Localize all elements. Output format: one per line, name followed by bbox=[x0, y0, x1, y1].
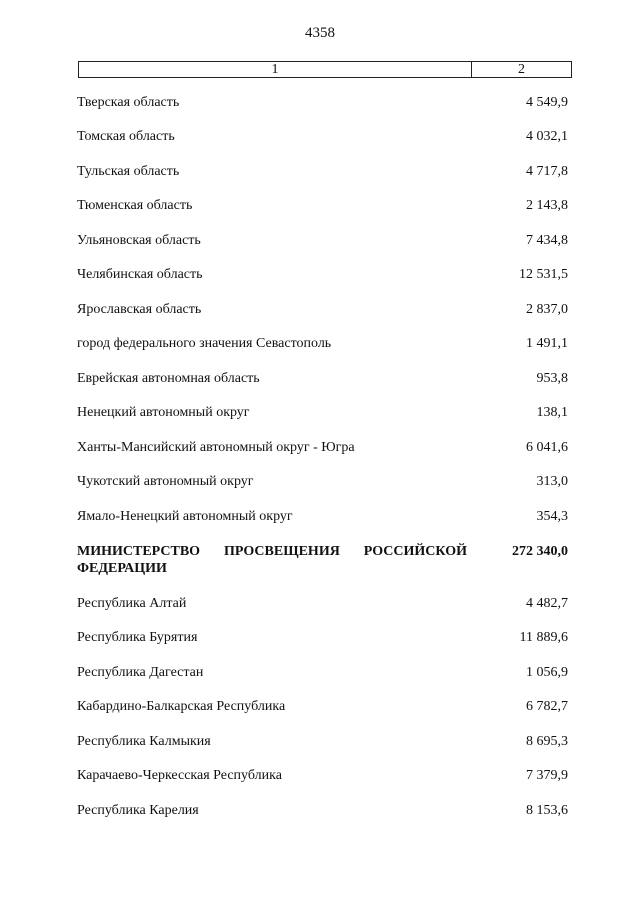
row-name: Республика Карелия bbox=[77, 803, 199, 818]
row-name: Карачаево-Черкесская Республика bbox=[77, 768, 282, 783]
row-value: 4 717,8 bbox=[526, 164, 568, 179]
row-value: 313,0 bbox=[536, 474, 568, 489]
row-name: Ненецкий автономный округ bbox=[77, 405, 250, 420]
row-value: 6 782,7 bbox=[526, 699, 568, 714]
row-name: Республика Калмыкия bbox=[77, 734, 211, 749]
column-header-2: 2 bbox=[518, 62, 525, 77]
row-value: 8 153,6 bbox=[526, 803, 568, 818]
row-name: Еврейская автономная область bbox=[77, 371, 260, 386]
page-number: 4358 bbox=[305, 25, 335, 41]
row-name: Кабардино-Балкарская Республика bbox=[77, 699, 286, 714]
row-name: Тульская область bbox=[77, 164, 180, 179]
column-header-1: 1 bbox=[79, 62, 472, 77]
row-value: 4 482,7 bbox=[526, 596, 568, 611]
ministry-name bbox=[77, 543, 467, 577]
row-value: 354,3 bbox=[536, 509, 568, 524]
row-value: 12 531,5 bbox=[519, 267, 568, 282]
row-name: Тверская область bbox=[77, 95, 180, 110]
row-value: 8 695,3 bbox=[526, 734, 568, 749]
row-value: 138,1 bbox=[536, 405, 568, 420]
row-name: Чукотский автономный округ bbox=[77, 474, 254, 489]
row-name: Ярославская область bbox=[77, 302, 202, 317]
row-value: 4 032,1 bbox=[526, 129, 568, 144]
row-value: 1 491,1 bbox=[526, 336, 568, 351]
row-name: Ямало-Ненецкий автономный округ bbox=[77, 509, 293, 524]
row-value: 1 056,9 bbox=[526, 665, 568, 680]
row-name: Республика Дагестан bbox=[77, 665, 204, 680]
row-name: Республика Бурятия bbox=[77, 630, 198, 645]
row-name: Челябинская область bbox=[77, 267, 203, 282]
row-value: 7 434,8 bbox=[526, 233, 568, 248]
row-name: Тюменская область bbox=[77, 198, 193, 213]
row-name: Ханты-Мансийский автономный округ - Югра bbox=[77, 440, 355, 455]
row-name: Республика Алтай bbox=[77, 596, 187, 611]
row-value: 7 379,9 bbox=[526, 768, 568, 783]
row-value: 2 837,0 bbox=[526, 302, 568, 317]
ministry-name-line1: МИНИСТЕРСТВО ПРОСВЕЩЕНИЯ РОССИЙСКОЙ bbox=[77, 544, 467, 559]
row-name: Томская область bbox=[77, 129, 175, 144]
row-value: 953,8 bbox=[536, 371, 568, 386]
row-value: 6 041,6 bbox=[526, 440, 568, 455]
row-value: 4 549,9 bbox=[526, 95, 568, 110]
row-name: город федерального значения Севастополь bbox=[77, 336, 332, 351]
ministry-total: 272 340,0 bbox=[512, 544, 568, 559]
row-name: Ульяновская область bbox=[77, 233, 201, 248]
table-header bbox=[78, 61, 572, 78]
ministry-name-line2: ФЕДЕРАЦИИ bbox=[77, 561, 167, 576]
row-value: 2 143,8 bbox=[526, 198, 568, 213]
row-value: 11 889,6 bbox=[519, 630, 568, 645]
